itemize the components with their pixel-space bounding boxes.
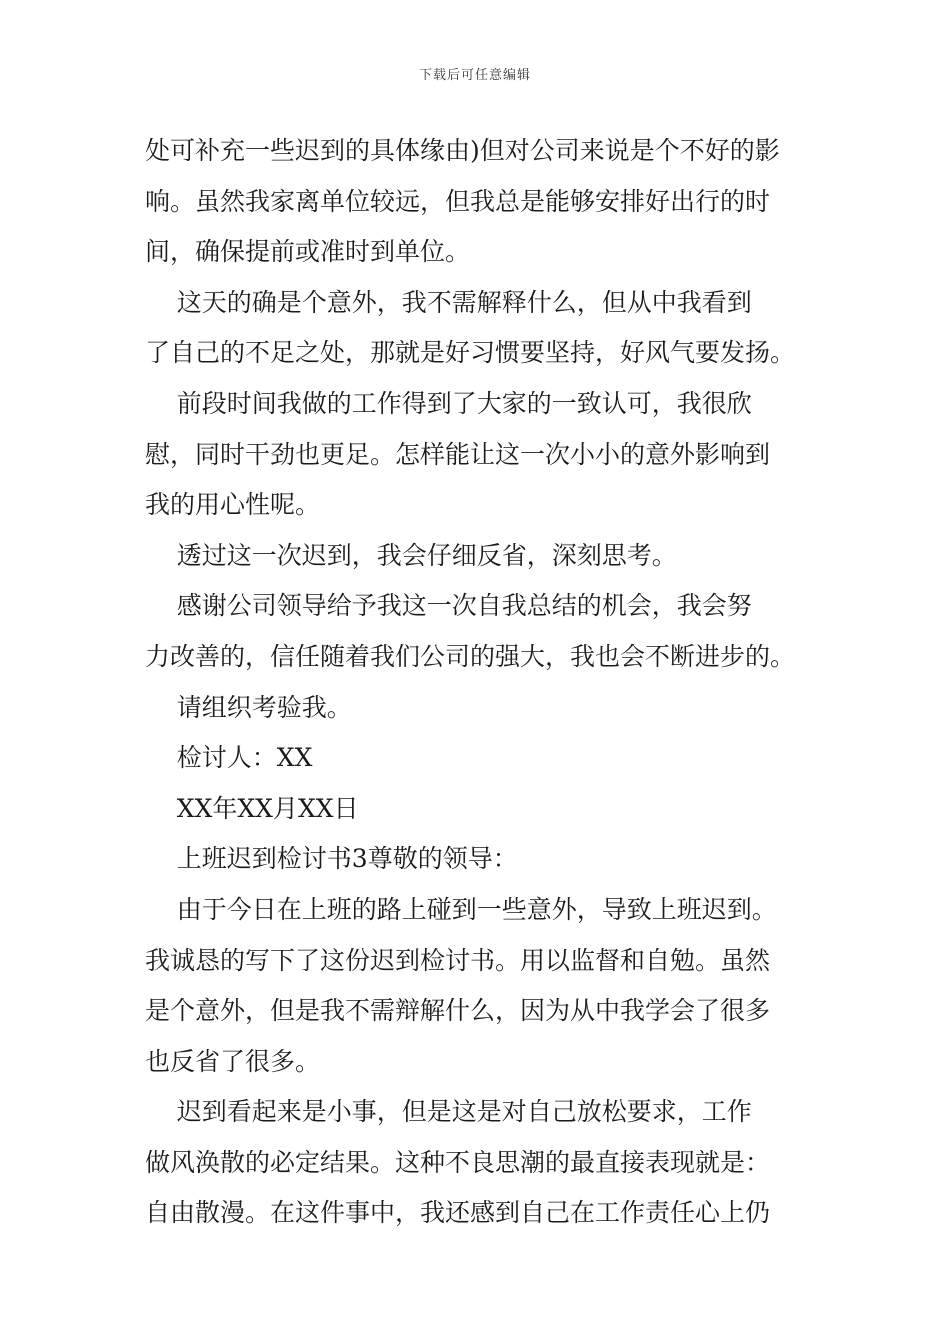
text-line: XX年XX月XX日 xyxy=(145,793,359,823)
text-line: 间，确保提前或准时到单位。 xyxy=(145,237,471,267)
text-line: 检讨人：XX xyxy=(145,743,313,773)
text-line: 自由散漫。在这件事中，我还感到自己在工作责任心上仍 xyxy=(145,1198,771,1228)
page-header: 下载后可任意编辑 xyxy=(418,68,531,83)
text-line: 感谢公司领导给予我这一次自我总结的机会，我会努 xyxy=(145,591,752,621)
text-line: 是个意外，但是我不需辩解什么，因为从中我学会了很多 xyxy=(145,996,771,1026)
text-line: 迟到看起来是小事，但是这是对自己放松要求，工作 xyxy=(145,1097,752,1127)
text-line: 请组织考验我。 xyxy=(145,692,352,722)
text-line: 透过这一次迟到，我会仔细反省，深刻思考。 xyxy=(145,540,677,570)
text-line: 上班迟到检讨书3尊敬的领导： xyxy=(145,844,518,874)
text-line: 由于今日在上班的路上碰到一些意外，导致上班迟到。 xyxy=(145,894,777,924)
text-line: 了自己的不足之处，那就是好习惯要坚持，好风气要发扬。 xyxy=(145,338,796,368)
text-line: 慰，同时干劲也更足。怎样能让这一次小小的意外影响到 xyxy=(145,439,771,469)
text-line: 做风涣散的必定结果。这种不良思潮的最直接表现就是： xyxy=(145,1147,771,1177)
document-body xyxy=(145,126,815,1239)
text-line: 也反省了很多。 xyxy=(145,1046,321,1076)
text-line: 我的用心性呢。 xyxy=(145,490,321,520)
text-line: 我诚恳的写下了这份迟到检讨书。用以监督和自勉。虽然 xyxy=(145,945,771,975)
text-line: 处可补充一些迟到的具体缘由)但对公司来说是个不好的影 xyxy=(145,136,780,165)
text-line: 前段时间我做的工作得到了大家的一致认可，我很欣 xyxy=(145,388,752,418)
text-line: 这天的确是个意外，我不需解释什么，但从中我看到 xyxy=(145,287,752,317)
text-line: 力改善的，信任随着我们公司的强大，我也会不断进步的。 xyxy=(145,641,796,671)
text-line: 响。虽然我家离单位较远，但我总是能够安排好出行的时 xyxy=(145,186,771,216)
